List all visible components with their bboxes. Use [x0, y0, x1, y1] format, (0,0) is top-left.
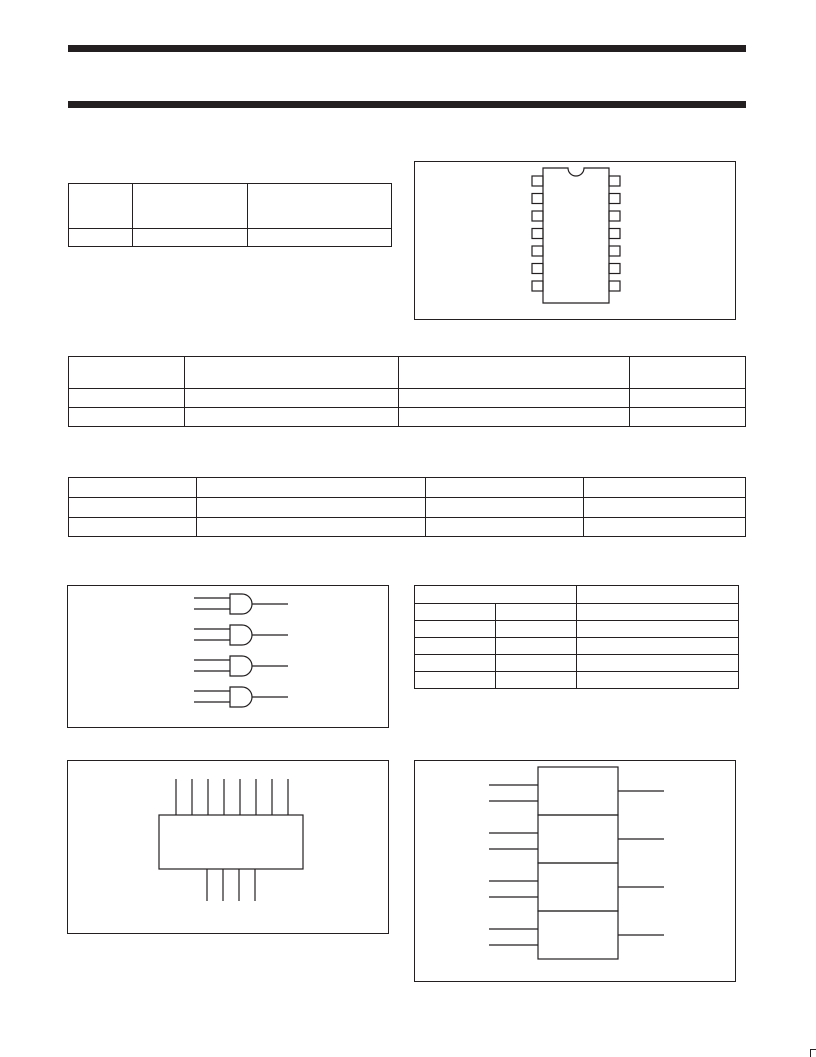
function-table	[414, 585, 739, 689]
dip-pin-right	[609, 229, 620, 239]
iec-block	[159, 815, 303, 869]
logic-diagram-box	[414, 760, 736, 982]
table-cell	[630, 408, 746, 427]
table-header-row	[69, 357, 746, 389]
table-cell	[630, 357, 746, 389]
table-cell	[197, 518, 426, 537]
ordering-table	[68, 183, 392, 247]
table-cell	[133, 184, 248, 229]
table-cell	[415, 604, 496, 621]
dip-pin-left	[532, 176, 543, 186]
table-cell	[577, 672, 739, 689]
dip-body	[543, 168, 609, 303]
table-header-row	[415, 586, 739, 604]
dip-pin-right	[609, 246, 620, 256]
table-cell	[399, 389, 630, 408]
table-cell	[185, 408, 399, 427]
diagram-section-block	[538, 911, 618, 959]
diagram-section-block	[538, 767, 618, 815]
table-cell	[69, 357, 185, 389]
table-3	[68, 477, 746, 537]
table-cell	[69, 498, 197, 518]
dip-pin-left	[532, 246, 543, 256]
and-gate-icon	[230, 594, 252, 614]
table-header-row	[69, 478, 746, 498]
table-cell	[496, 604, 577, 621]
table-cell	[399, 357, 630, 389]
header-rule-bottom	[68, 101, 746, 108]
table-row	[69, 389, 746, 408]
table-cell	[69, 408, 185, 427]
table-cell	[69, 478, 197, 498]
table-cell	[577, 621, 739, 638]
pin-configuration-box	[414, 161, 736, 320]
table-cell	[496, 672, 577, 689]
table-cell	[197, 498, 426, 518]
dip-pin-left	[532, 211, 543, 221]
table-cell	[133, 229, 248, 247]
table-cell	[630, 389, 746, 408]
table-cell	[69, 229, 133, 247]
table-cell	[185, 389, 399, 408]
dip-pin-left	[532, 229, 543, 239]
table-row	[415, 655, 739, 672]
table-cell	[415, 672, 496, 689]
dip-package-drawing	[415, 162, 737, 321]
table-cell	[197, 478, 426, 498]
dip-pin-right	[609, 176, 620, 186]
dip-pin-left	[532, 194, 543, 204]
table-cell	[577, 638, 739, 655]
iec-block-drawing	[68, 761, 390, 935]
table-cell	[426, 518, 584, 537]
dip-pin-left	[532, 264, 543, 274]
iec-logic-symbol-box	[67, 760, 389, 934]
table-cell	[426, 498, 584, 518]
logic-diagram-drawing	[415, 761, 737, 983]
diagram-section-block	[538, 815, 618, 863]
and-gates-drawing	[68, 586, 390, 729]
table-cell	[577, 586, 739, 604]
table-cell	[415, 655, 496, 672]
and-gate-icon	[230, 656, 252, 676]
table-row	[69, 518, 746, 537]
diagram-section-block	[538, 863, 618, 911]
table-header-row	[69, 184, 392, 229]
dip-pin-right	[609, 281, 620, 291]
table-cell	[584, 518, 746, 537]
table-row	[69, 229, 392, 247]
dip-pin-right	[609, 264, 620, 274]
dip-pin-right	[609, 211, 620, 221]
table-cell	[185, 357, 399, 389]
table-cell	[496, 621, 577, 638]
and-gate-icon	[230, 625, 252, 645]
dip-pin-left	[532, 281, 543, 291]
table-row	[69, 498, 746, 518]
and-gate-icon	[230, 687, 252, 707]
table-cell	[415, 638, 496, 655]
table-cell	[584, 478, 746, 498]
table-cell	[577, 655, 739, 672]
header-rule-top	[68, 45, 746, 52]
table-cell	[415, 621, 496, 638]
table-cell	[415, 586, 577, 604]
dip-pin-right	[609, 194, 620, 204]
table-row	[415, 604, 739, 621]
table-row	[415, 638, 739, 655]
table-row	[415, 621, 739, 638]
table-cell	[426, 478, 584, 498]
logic-symbol-box	[67, 585, 389, 728]
table-cell	[577, 604, 739, 621]
table-row	[415, 672, 739, 689]
table-cell	[69, 184, 133, 229]
table-cell	[496, 655, 577, 672]
table-2	[68, 356, 746, 427]
table-cell	[496, 638, 577, 655]
table-cell	[248, 229, 392, 247]
table-cell	[248, 184, 392, 229]
table-cell	[69, 518, 197, 537]
table-cell	[399, 408, 630, 427]
table-row	[69, 408, 746, 427]
table-cell	[69, 389, 185, 408]
table-cell	[584, 498, 746, 518]
